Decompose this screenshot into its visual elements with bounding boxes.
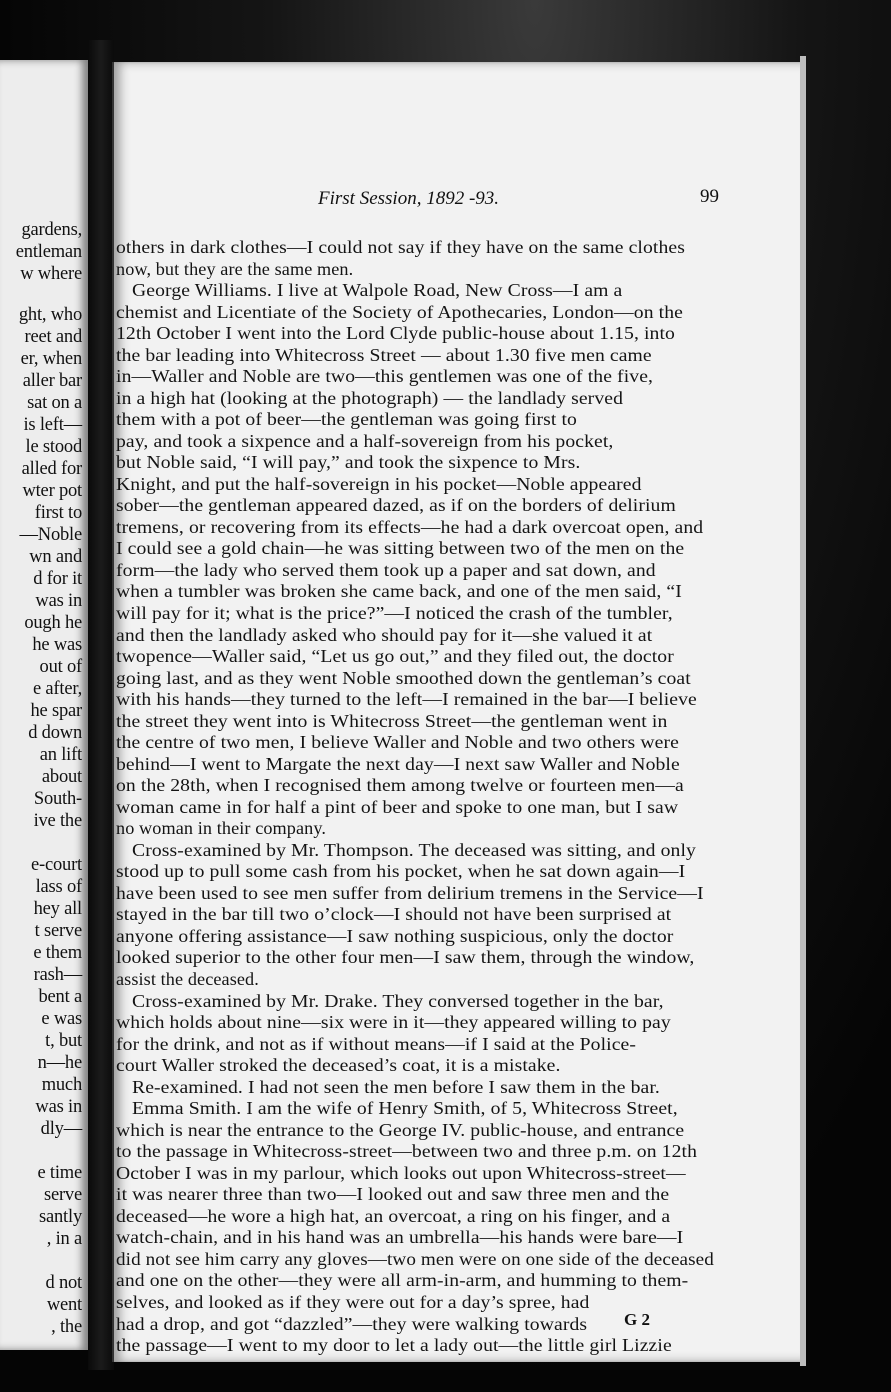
left-page-line: reet and <box>24 327 82 347</box>
left-page-line: bent a <box>38 987 82 1007</box>
left-page-line: aller bar <box>22 371 82 391</box>
body-line: to the passage in Whitecross-street—between two and three p.m. on 12th <box>116 1141 698 1162</box>
body-line: selves, and looked as if they were out for a day’s spree, had <box>116 1291 590 1312</box>
left-page-line: e them <box>33 943 82 963</box>
body-line: which holds about nine—six were in it—they appeared willing to pay <box>116 1012 671 1033</box>
body-line: form—the lady who served them took up a paper and sat down, and <box>116 559 656 580</box>
left-page-line: n—he <box>37 1053 82 1073</box>
body-line: no woman in their company. <box>116 818 327 839</box>
body-line: Cross-examined by Mr. Thompson. The deceased was sitting, and only <box>132 839 696 860</box>
body-line: looked superior to the other four men—I saw them, through the window, <box>116 947 695 968</box>
left-page-line: entleman <box>15 242 82 262</box>
left-page-line: lass of <box>35 877 82 897</box>
body-line: it was nearer three than two—I looked out and saw three men and the <box>116 1184 670 1205</box>
left-page-line: alled for <box>21 459 82 479</box>
left-page-line: he spar <box>30 701 82 721</box>
body-line: the passage—I went to my door to let a lady out—the little girl Lizzie <box>116 1335 672 1356</box>
left-page-line: an lift <box>39 745 82 765</box>
body-line: anyone offering assistance—I saw nothing suspicious, only the doctor <box>116 925 674 946</box>
running-head: First Session, 1892 -93. <box>318 188 500 209</box>
left-page-line: was in <box>35 1097 82 1117</box>
body-line: tremens, or recovering from its effects—he had a dark overcoat open, and <box>116 516 704 537</box>
body-line: behind—I went to Margate the next day—I next saw Waller and Noble <box>116 753 680 774</box>
body-line: when a tumbler was broken she came back, and one of the men said, “I <box>116 581 682 602</box>
body-line: Re-examined. I had not seen the men before I saw them in the bar. <box>132 1076 660 1097</box>
body-line: Knight, and put the half-sovereign in his pocket—Noble appeared <box>116 473 642 494</box>
body-line: George Williams. I live at Walpole Road, New Cross—I am a <box>132 280 623 301</box>
left-page-line: first to <box>34 503 82 523</box>
body-line: the street they went into is Whitecross Street—the gentleman went in <box>116 710 668 731</box>
left-page-line: he was <box>32 635 82 655</box>
body-line: going last, and as they went Noble smoothed down the gentleman’s coat <box>116 667 691 688</box>
left-page-line: rash— <box>33 965 82 985</box>
book-gutter <box>88 40 114 1370</box>
left-page-line: ough he <box>24 613 82 633</box>
left-page-line: was in <box>35 591 82 611</box>
body-line: will pay for it; what is the price?”—I noticed the crash of the tumbler, <box>116 603 673 623</box>
left-page-line: le stood <box>25 437 82 457</box>
page-edge <box>800 56 806 1366</box>
body-line: 12th October I went into the Lord Clyde public-house about 1.15, into <box>116 323 675 344</box>
left-page-line: much <box>41 1075 82 1095</box>
body-line: deceased—he wore a high hat, an overcoat, a ring on his finger, and a <box>116 1205 671 1226</box>
left-page-line: South- <box>33 789 82 809</box>
body-line: woman came in for half a pint of beer and spoke to one man, but I saw <box>116 796 679 817</box>
left-page-line: about <box>41 767 82 787</box>
body-line: in—Waller and Noble are two—this gentlemen was one of the five, <box>116 366 654 387</box>
body-line: the centre of two men, I believe Waller and Noble and two others were <box>116 732 679 753</box>
left-page-line: t, but <box>45 1031 82 1051</box>
left-page-line: e after, <box>32 679 82 699</box>
body-line: assist the deceased. <box>116 969 259 990</box>
left-page-line: e-court <box>31 855 82 875</box>
left-page-line: e time <box>37 1163 82 1183</box>
left-page-line: went <box>46 1295 82 1315</box>
body-line: court Waller stroked the deceased’s coat, it is a mistake. <box>116 1055 561 1076</box>
page-number: 99 <box>700 186 719 207</box>
left-page-line: is left— <box>23 415 82 435</box>
left-page-line: d down <box>28 723 82 743</box>
left-page-line: sat on a <box>27 393 82 413</box>
body-line: stood up to pull some cash from his pocket, when he sat down again—I <box>116 861 686 882</box>
left-page-line: er, when <box>20 349 82 369</box>
body-line: stayed in the bar till two o’clock—I should not have been surprised at <box>116 904 672 925</box>
body-line: watch-chain, and in his hand was an umbrella—his hands were bare—I <box>116 1227 684 1248</box>
body-line: for the drink, and not as if without means—if I said at the Police- <box>116 1033 637 1054</box>
left-page-line: w where <box>20 264 82 284</box>
left-page-line: ght, who <box>18 305 82 325</box>
left-page-line: wn and <box>29 547 82 567</box>
body-line: Cross-examined by Mr. Drake. They conversed together in the bar, <box>132 990 664 1011</box>
body-line: others in dark clothes—I could not say if they have on the same clothes <box>116 237 685 257</box>
left-page-line: wter pot <box>22 481 82 501</box>
body-line: which is near the entrance to the George IV. public-house, and entrance <box>116 1119 685 1140</box>
left-page-line: , in a <box>46 1229 82 1249</box>
body-line: I could see a gold chain—he was sitting between two of the men on the <box>116 538 685 559</box>
left-page-line: dly— <box>40 1119 82 1139</box>
body-line: the bar leading into Whitecross Street — about 1.30 five men came <box>116 344 652 365</box>
body-line: with his hands—they turned to the left—I remained in the bar—I believe <box>116 689 697 710</box>
left-page-line: out of <box>39 657 82 677</box>
left-page-line: serve <box>43 1185 82 1205</box>
body-line: Emma Smith. I am the wife of Henry Smith, of 5, Whitecross Street, <box>132 1098 678 1119</box>
body-line: sober—the gentleman appeared dazed, as if on the borders of delirium <box>116 495 676 516</box>
signature-mark: G 2 <box>624 1310 650 1329</box>
body-line: and one on the other—they were all arm-in-arm, and humming to them- <box>116 1270 689 1291</box>
body-line: chemist and Licentiate of the Society of Apothecaries, London—on the <box>116 301 683 322</box>
body-line: but Noble said, “I will pay,” and took the sixpence to Mrs. <box>116 452 581 473</box>
body-line: twopence—Waller said, “Let us go out,” and they filed out, the doctor <box>116 646 674 667</box>
left-page-line: hey all <box>33 899 82 919</box>
body-line: had a drop, and got “dazzled”—they were walking towards <box>116 1313 588 1334</box>
body-line: now, but they are the same men. <box>116 258 354 279</box>
body-line: on the 28th, when I recognised them among twelve or fourteen men—a <box>116 775 684 796</box>
left-page-line: santly <box>39 1207 82 1227</box>
left-page-line: d for it <box>33 569 82 589</box>
body-line: them with a pot of beer—the gentleman was going first to <box>116 409 577 430</box>
body-line: have been used to see men suffer from delirium tremens in the Service—I <box>116 882 704 903</box>
left-page-line: d not <box>45 1273 82 1293</box>
left-page-line: —Noble <box>19 525 82 545</box>
left-facing-page <box>0 60 91 1350</box>
body-line: pay, and took a sixpence and a half-sovereign from his pocket, <box>116 430 614 451</box>
body-line: October I was in my parlour, which looks out upon Whitecross-street— <box>116 1162 686 1183</box>
body-line: in a high hat (looking at the photograph) — the landlady served <box>116 387 624 408</box>
left-page-line: , the <box>51 1317 82 1337</box>
body-line: and then the landlady asked who should pay for it—she valued it at <box>116 624 653 645</box>
left-page-line: e was <box>41 1009 82 1029</box>
left-page-line: ive the <box>33 811 82 831</box>
body-line: did not see him carry any gloves—two men were on one side of the deceased <box>116 1248 714 1269</box>
left-page-line: t serve <box>34 921 82 941</box>
left-page-line: gardens, <box>21 220 82 240</box>
